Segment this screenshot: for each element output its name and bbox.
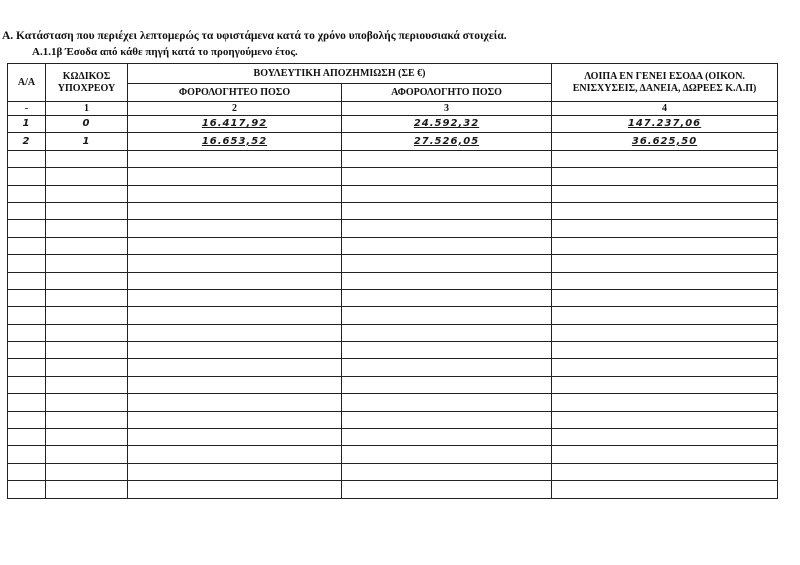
empty-cell (552, 220, 778, 237)
empty-row (8, 237, 778, 254)
empty-cell (8, 411, 46, 428)
empty-row (8, 376, 778, 393)
empty-row (8, 411, 778, 428)
empty-row (8, 446, 778, 463)
index-row (8, 102, 778, 116)
empty-cell (342, 220, 552, 237)
empty-row (8, 168, 778, 185)
row-taxable-amount: 16.653,52 (128, 133, 342, 150)
row-code: 1 (46, 133, 128, 150)
empty-row (8, 324, 778, 341)
empty-cell (8, 168, 46, 185)
empty-cell (8, 359, 46, 376)
section-heading: Α. Κατάσταση που περιέχει λεπτομερώς τα υφιστάμενα κατά το χρόνο υποβολής περιουσιακά στοιχεία. (2, 30, 507, 42)
empty-cell (46, 342, 128, 359)
empty-cell (46, 272, 128, 289)
empty-cell (342, 168, 552, 185)
section-subheading: Α.1.1β Έσοδα από κάθε πηγή κατά το προηγούμενο έτος. (32, 46, 298, 58)
row-nontaxable-amount: 27.526,05 (342, 133, 552, 150)
table-row (8, 133, 778, 150)
empty-cell (128, 185, 342, 202)
empty-cell (46, 394, 128, 411)
empty-cell (8, 429, 46, 446)
row-taxable-amount: 16.417,92 (128, 116, 342, 133)
empty-cell (552, 237, 778, 254)
empty-cell (342, 237, 552, 254)
empty-cell (8, 307, 46, 324)
empty-row (8, 255, 778, 272)
empty-row (8, 185, 778, 202)
empty-cell (552, 324, 778, 341)
col-aa-header: Α/Α (8, 64, 46, 102)
empty-cell (8, 446, 46, 463)
empty-cell (8, 150, 46, 167)
empty-cell (552, 481, 778, 498)
empty-cell (342, 272, 552, 289)
empty-cell (128, 429, 342, 446)
empty-cell (552, 168, 778, 185)
empty-cell (46, 446, 128, 463)
empty-cell (342, 411, 552, 428)
empty-cell (342, 202, 552, 219)
empty-cell (552, 150, 778, 167)
empty-cell (8, 342, 46, 359)
empty-cell (128, 463, 342, 480)
empty-cell (8, 255, 46, 272)
empty-cell (8, 272, 46, 289)
empty-row (8, 394, 778, 411)
row-aa: 2 (8, 133, 46, 150)
index-cell: 4 (552, 102, 778, 116)
empty-cell (128, 220, 342, 237)
empty-cell (46, 237, 128, 254)
empty-cell (128, 272, 342, 289)
row-other-amount: 147.237,06 (552, 116, 778, 133)
empty-row (8, 307, 778, 324)
row-nontaxable-amount: 24.592,32 (342, 116, 552, 133)
empty-cell (128, 342, 342, 359)
empty-cell (8, 394, 46, 411)
col-code-header: ΚΩΔΙΚΟΣ ΥΠΟΧΡΕΟΥ (46, 64, 128, 102)
empty-cell (128, 481, 342, 498)
empty-cell (552, 376, 778, 393)
empty-cell (46, 220, 128, 237)
index-cell: 3 (342, 102, 552, 116)
empty-row (8, 220, 778, 237)
empty-cell (46, 185, 128, 202)
empty-row (8, 359, 778, 376)
empty-cell (46, 359, 128, 376)
empty-cell (342, 376, 552, 393)
empty-row (8, 463, 778, 480)
empty-cell (128, 446, 342, 463)
empty-cell (128, 255, 342, 272)
empty-row (8, 481, 778, 498)
income-table (7, 63, 778, 499)
empty-cell (8, 185, 46, 202)
col-other-header: ΛΟΙΠΑ ΕΝ ΓΕΝΕΙ ΕΣΟΔΑ (ΟΙΚΟΝ. ΕΝΙΣΧΥΣΕΙΣ, ΔΑΝΕΙΑ, ΔΩΡΕΕΣ Κ.Λ.Π) (552, 64, 778, 102)
empty-row (8, 429, 778, 446)
empty-cell (8, 324, 46, 341)
empty-cell (8, 376, 46, 393)
empty-cell (552, 463, 778, 480)
empty-cell (552, 394, 778, 411)
empty-cell (8, 463, 46, 480)
empty-cell (46, 307, 128, 324)
empty-cell (342, 394, 552, 411)
empty-cell (552, 429, 778, 446)
empty-cell (46, 289, 128, 306)
empty-row (8, 150, 778, 167)
empty-cell (342, 307, 552, 324)
empty-cell (552, 202, 778, 219)
empty-cell (342, 481, 552, 498)
empty-cell (46, 376, 128, 393)
empty-cell (552, 411, 778, 428)
empty-row (8, 272, 778, 289)
empty-row (8, 202, 778, 219)
empty-cell (128, 150, 342, 167)
index-cell: 1 (46, 102, 128, 116)
empty-cell (342, 255, 552, 272)
empty-cell (342, 429, 552, 446)
header-row (8, 64, 778, 84)
empty-cell (552, 446, 778, 463)
empty-cell (128, 289, 342, 306)
empty-cell (8, 202, 46, 219)
index-cell: 2 (128, 102, 342, 116)
empty-row (8, 342, 778, 359)
empty-cell (128, 359, 342, 376)
empty-cell (342, 150, 552, 167)
empty-cell (46, 324, 128, 341)
empty-cell (342, 463, 552, 480)
empty-cell (128, 394, 342, 411)
empty-cell (128, 202, 342, 219)
empty-cell (8, 289, 46, 306)
col-compensation-header: ΒΟΥΛΕΥΤΙΚΗ ΑΠΟΖΗΜΙΩΣΗ (ΣΕ €) (128, 64, 552, 84)
empty-cell (128, 376, 342, 393)
empty-cell (552, 307, 778, 324)
row-aa: 1 (8, 116, 46, 133)
empty-cell (128, 307, 342, 324)
empty-cell (46, 429, 128, 446)
empty-cell (342, 185, 552, 202)
empty-cell (46, 150, 128, 167)
empty-cell (46, 168, 128, 185)
empty-cell (342, 289, 552, 306)
empty-cell (552, 185, 778, 202)
empty-cell (342, 342, 552, 359)
empty-cell (46, 481, 128, 498)
empty-cell (552, 342, 778, 359)
empty-cell (46, 202, 128, 219)
empty-cell (46, 463, 128, 480)
empty-cell (128, 168, 342, 185)
empty-cell (342, 324, 552, 341)
empty-cell (342, 446, 552, 463)
empty-cell (552, 255, 778, 272)
empty-cell (8, 237, 46, 254)
empty-cell (8, 481, 46, 498)
empty-row (8, 289, 778, 306)
empty-cell (128, 237, 342, 254)
row-code: 0 (46, 116, 128, 133)
empty-cell (46, 255, 128, 272)
empty-cell (8, 220, 46, 237)
empty-cell (552, 359, 778, 376)
table-row (8, 116, 778, 133)
empty-cell (552, 289, 778, 306)
empty-cell (46, 411, 128, 428)
index-cell: - (8, 102, 46, 116)
col-taxable-header: ΦΟΡΟΛΟΓΗΤΕΟ ΠΟΣΟ (128, 84, 342, 102)
empty-cell (128, 411, 342, 428)
col-nontaxable-header: ΑΦΟΡΟΛΟΓΗΤΟ ΠΟΣΟ (342, 84, 552, 102)
empty-cell (128, 324, 342, 341)
row-other-amount: 36.625,50 (552, 133, 778, 150)
empty-cell (342, 359, 552, 376)
empty-cell (552, 272, 778, 289)
